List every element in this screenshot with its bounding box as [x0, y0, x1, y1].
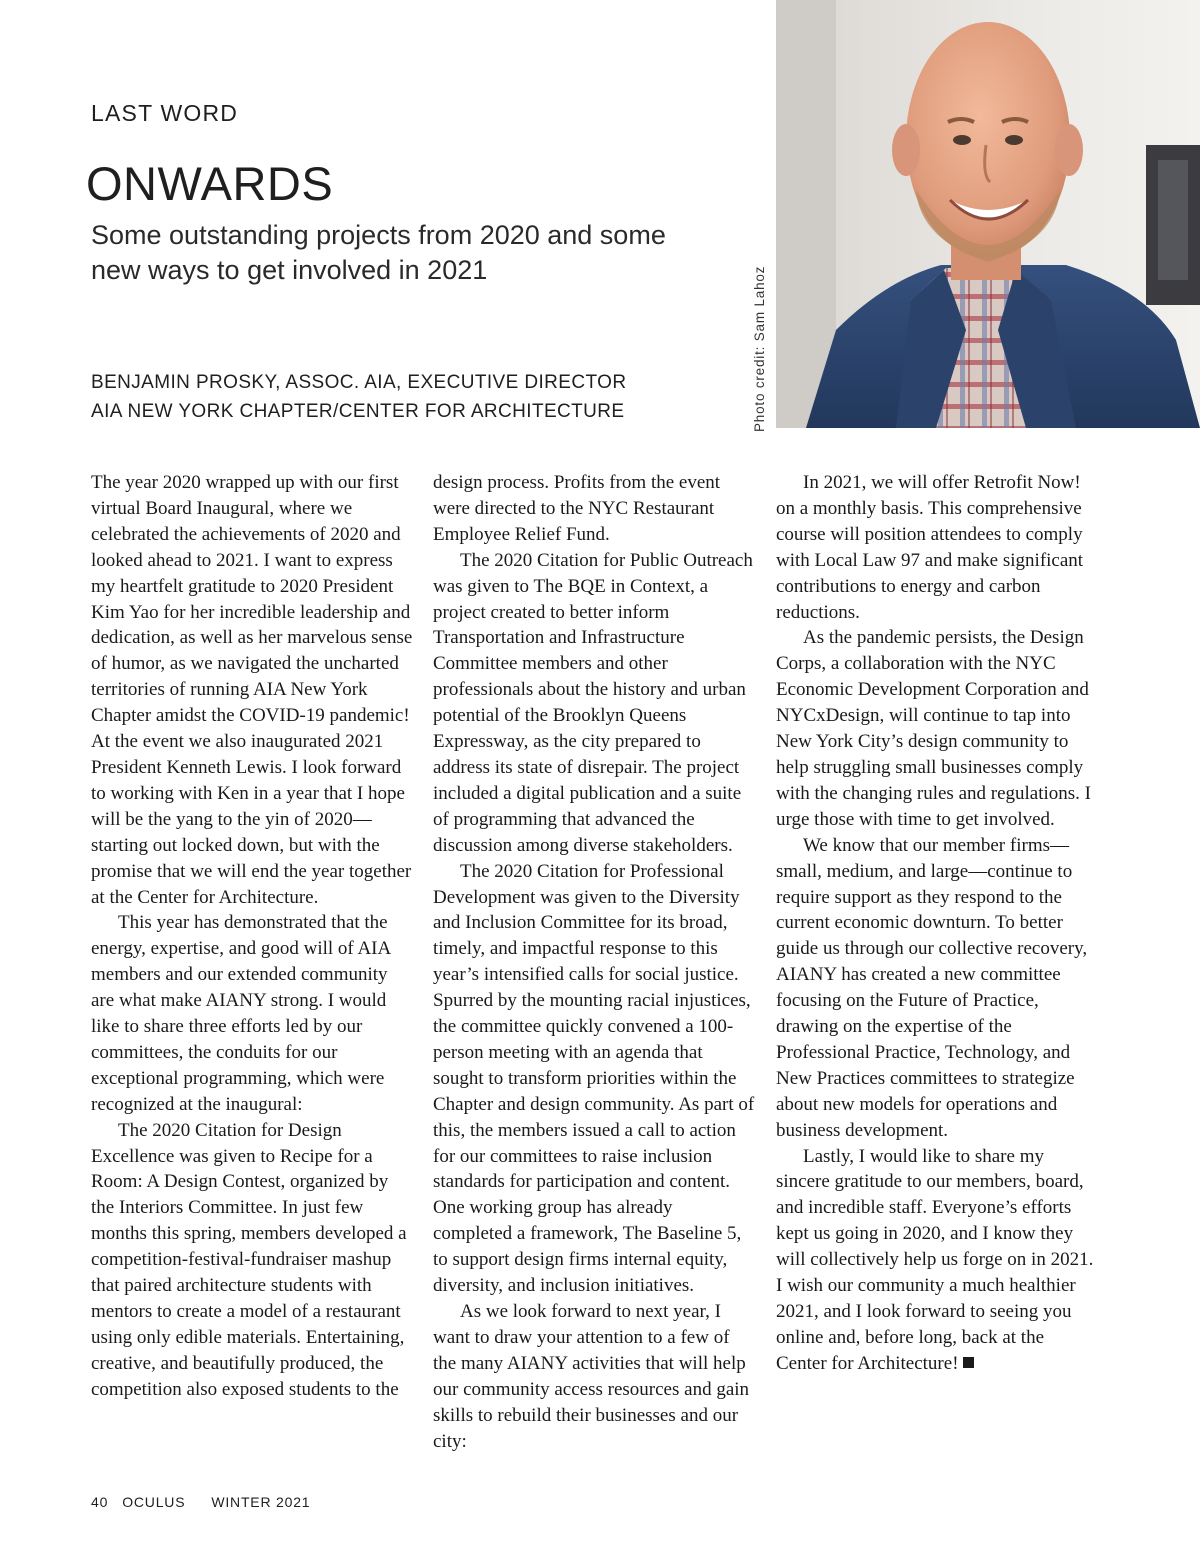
- byline: [91, 368, 626, 426]
- paragraph: As the pandemic persists, the Design Corps, a collaboration with the NYC Economic Development Corporation and NYCxDesign, will continue to tap into New York City’s design community to help struggling small businesses comply with the changing rules and regulations. I urge those with time to get involved.: [776, 627, 1092, 830]
- paragraph: design process. Profits from the event were directed to the NYC Restaurant Employee Relief Fund.: [433, 472, 721, 545]
- paragraph: As we look forward to next year, I want to draw your attention to a few of the many AIANY activities that will help our community access resources and gain skills to rebuild their businesses and our city:: [433, 1301, 750, 1452]
- article-deck: Some outstanding projects from 2020 and some new ways to get involved in 2021: [91, 220, 666, 285]
- paragraph: [776, 1144, 1098, 1377]
- article-column-3: [776, 470, 1098, 1377]
- paragraph: The 2020 Citation for Public Outreach was given to The BQE in Context, a project created to better inform Transportation and Infrastructure Committee members and other professionals about the history and urban potential of the Brooklyn Queens Expressway, as the city prepared to address its state of disrepair. The project included a digital publication and a suite of programming that advanced the discussion among diverse stakeholders.: [433, 549, 753, 856]
- paragraph: This year has demonstrated that the energy, expertise, and good will of AIA members and our extended community are what make AIANY strong. I would like to share three efforts led by our committees, the conduits for our exceptional programming, which were recognized at the inaugural:: [91, 912, 391, 1115]
- article-title: ONWARDS: [86, 157, 334, 210]
- photo-credit: Photo credit: Sam Lahoz: [752, 265, 767, 432]
- end-of-article-mark: [963, 1357, 974, 1368]
- article-column-2: [433, 470, 755, 1454]
- page-number: 40: [91, 1494, 109, 1510]
- paragraph: We know that our member firms—small, medium, and large—continue to require support as they respond to the current economic downturn. To better guide us through our collective recovery, AIANY has created a new committee focusing on the Future of Practice, drawing on the expertise of the Professional Practice, Technology, and New Practices committees to strategize about new models for operations and business development.: [776, 834, 1088, 1141]
- publication-name: OCULUS: [122, 1494, 186, 1510]
- paragraph: The year 2020 wrapped up with our first virtual Board Inaugural, where we celebrated the achievements of 2020 and looked ahead to 2021. I want to express my heartfelt gratitude to 2020 President Kim Yao for her incredible leadership and dedication, as well as her marvelous sense of humor, as we navigated the uncharted territories of running AIA New York Chapter amidst the COVID-19 pandemic! At the event we also inaugurated 2021 President Kenneth Lewis. I look forward to working with Ken in a year that I hope will be the yang to the yin of 2020—starting out locked down, but with the promise that we will end the year together at the Center for Architecture.: [91, 472, 413, 908]
- paragraph: The 2020 Citation for Professional Development was given to the Diversity and Inclusion Committee for its broad, timely, and impactful response to this year’s intensified calls for social justice. Spurred by the mounting racial injustices, the committee quickly convened a 100-person meeting with an agenda that sought to transform priorities within the Chapter and design community. As part of this, the members issued a call to action for our committees to raise inclusion standards for participation and content. One working group has already completed a framework, The Baseline 5, to support design firms internal equity, diversity, and inclusion initiatives.: [433, 860, 755, 1297]
- byline-author: BENJAMIN PROSKY, ASSOC. AIA, EXECUTIVE DIRECTOR: [91, 372, 627, 393]
- page-footer: [91, 1494, 324, 1510]
- article-column-1: [91, 470, 413, 1403]
- paragraph: In 2021, we will offer Retrofit Now! on a monthly basis. This comprehensive course will position attendees to comply with Local Law 97 and make significant contributions to energy and carbon reductions.: [776, 472, 1084, 623]
- author-portrait-photo: [776, 0, 1200, 428]
- closing-paragraph-text: Lastly, I would like to share my sincere gratitude to our members, board, and incredible staff. Everyone’s efforts kept us going in 2020, and I know they will collectively help us forge on in 2021. I wish our community a much healthier 2021, and I look forward to seeing you online and, before long, back at the Center for Architecture!: [776, 1145, 1094, 1374]
- paragraph: The 2020 Citation for Design Excellence was given to Recipe for a Room: A Design Contest, organized by the Interiors Committee. In just few months this spring, members developed a competition-festival-fundraiser mashup that paired architecture students with mentors to create a model of a restaurant using only edible materials. Entertaining, creative, and beautifully produced, the competition also exposed students to the: [91, 1119, 407, 1400]
- issue-date: WINTER 2021: [211, 1494, 311, 1510]
- byline-organization: AIA NEW YORK CHAPTER/CENTER FOR ARCHITECTURE: [91, 401, 625, 422]
- section-label: LAST WORD: [91, 100, 239, 126]
